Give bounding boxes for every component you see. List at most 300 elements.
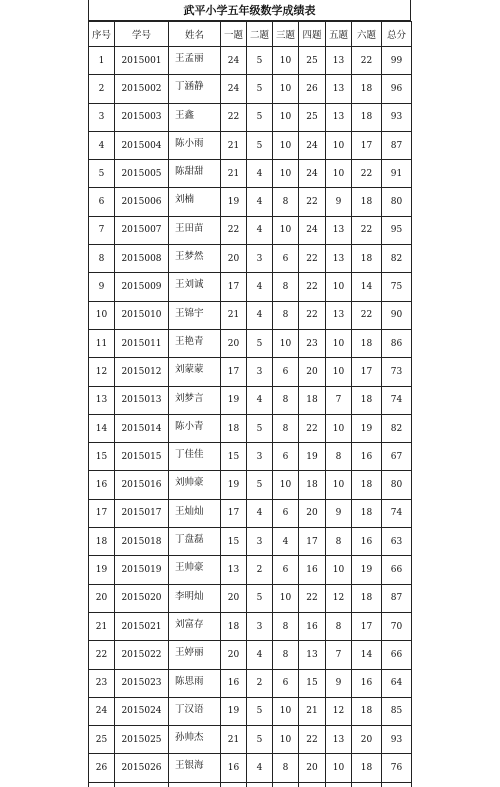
header-total: 总分 xyxy=(382,22,412,47)
cell-q2: 5 xyxy=(247,329,273,357)
cell-q1: 16 xyxy=(221,669,247,697)
cell-student-id: 2015002 xyxy=(115,75,169,103)
cell-q1: 22 xyxy=(221,216,247,244)
table-row xyxy=(89,584,412,612)
table-row xyxy=(89,245,412,273)
cell-index: 2 xyxy=(89,75,115,103)
cell-q4: 19 xyxy=(299,443,326,471)
cell-q3: 8 xyxy=(273,612,299,640)
cell-q6: 17 xyxy=(352,612,382,640)
cell-q5: 7 xyxy=(326,386,352,414)
cell-q6: 18 xyxy=(352,499,382,527)
cell-q2: 4 xyxy=(247,188,273,216)
cell-index: 6 xyxy=(89,188,115,216)
table-row xyxy=(89,358,412,386)
table-row xyxy=(89,273,412,301)
cell-student-id: 2015009 xyxy=(115,273,169,301)
cell-q6: 16 xyxy=(352,443,382,471)
cell-q6: 22 xyxy=(352,47,382,75)
cell-name: 丁汉语 xyxy=(169,697,221,725)
cell-q2: 5 xyxy=(247,131,273,159)
cell-q3: 8 xyxy=(273,754,299,782)
cell-q6: 18 xyxy=(352,329,382,357)
table-row xyxy=(89,443,412,471)
cell-q5: 10 xyxy=(326,754,352,782)
cell-q1: 16 xyxy=(221,754,247,782)
cell-name: 刘蒙蒙 xyxy=(169,358,221,386)
cell-index: 20 xyxy=(89,584,115,612)
header-q1: 一题 xyxy=(221,22,247,47)
cell-name: 王银海 xyxy=(169,754,221,782)
table-row xyxy=(89,216,412,244)
cell-q4: 23 xyxy=(299,329,326,357)
cell-q4: 20 xyxy=(299,358,326,386)
cell-q3: 10 xyxy=(273,329,299,357)
cell-name: 丁佳佳 xyxy=(169,443,221,471)
cell-q4: 26 xyxy=(299,75,326,103)
cell-q3: 10 xyxy=(273,75,299,103)
cell-q4: 24 xyxy=(299,131,326,159)
cell-q6: 17 xyxy=(352,131,382,159)
cell-q5: 13 xyxy=(326,75,352,103)
empty-cell xyxy=(221,782,247,787)
cell-index: 18 xyxy=(89,528,115,556)
empty-cell xyxy=(247,782,273,787)
cell-q5: 13 xyxy=(326,245,352,273)
cell-q2: 4 xyxy=(247,273,273,301)
cell-q1: 17 xyxy=(221,273,247,301)
cell-q2: 3 xyxy=(247,443,273,471)
cell-q6: 18 xyxy=(352,754,382,782)
cell-student-id: 2015014 xyxy=(115,414,169,442)
cell-q6: 19 xyxy=(352,556,382,584)
cell-q1: 20 xyxy=(221,245,247,273)
cell-total: 86 xyxy=(382,329,412,357)
cell-total: 80 xyxy=(382,188,412,216)
cell-total: 93 xyxy=(382,726,412,754)
cell-q4: 22 xyxy=(299,726,326,754)
cell-q1: 20 xyxy=(221,641,247,669)
cell-q3: 10 xyxy=(273,131,299,159)
empty-cell xyxy=(352,782,382,787)
cell-total: 76 xyxy=(382,754,412,782)
cell-q1: 18 xyxy=(221,414,247,442)
cell-q6: 14 xyxy=(352,273,382,301)
cell-q5: 8 xyxy=(326,443,352,471)
cell-index: 13 xyxy=(89,386,115,414)
cell-q6: 16 xyxy=(352,528,382,556)
cell-index: 1 xyxy=(89,47,115,75)
cell-q1: 17 xyxy=(221,358,247,386)
cell-q6: 18 xyxy=(352,188,382,216)
cell-index: 10 xyxy=(89,301,115,329)
cell-q3: 8 xyxy=(273,641,299,669)
cell-q6: 18 xyxy=(352,471,382,499)
cell-q3: 10 xyxy=(273,726,299,754)
cell-q5: 8 xyxy=(326,528,352,556)
cell-name: 王孟丽 xyxy=(169,47,221,75)
cell-index: 11 xyxy=(89,329,115,357)
cell-q1: 21 xyxy=(221,301,247,329)
cell-name: 王鑫 xyxy=(169,103,221,131)
cell-q3: 8 xyxy=(273,301,299,329)
cell-q4: 22 xyxy=(299,273,326,301)
cell-student-id: 2015006 xyxy=(115,188,169,216)
cell-name: 陈甜甜 xyxy=(169,160,221,188)
cell-student-id: 2015024 xyxy=(115,697,169,725)
cell-name: 刘富存 xyxy=(169,612,221,640)
cell-q2: 5 xyxy=(247,697,273,725)
cell-name: 王帅豪 xyxy=(169,556,221,584)
cell-total: 73 xyxy=(382,358,412,386)
cell-name: 王梦然 xyxy=(169,245,221,273)
cell-q5: 13 xyxy=(326,103,352,131)
cell-student-id: 2015008 xyxy=(115,245,169,273)
cell-student-id: 2015022 xyxy=(115,641,169,669)
cell-q3: 10 xyxy=(273,103,299,131)
cell-total: 74 xyxy=(382,499,412,527)
cell-index: 19 xyxy=(89,556,115,584)
cell-q3: 8 xyxy=(273,273,299,301)
cell-q4: 22 xyxy=(299,245,326,273)
cell-q1: 20 xyxy=(221,329,247,357)
table-row xyxy=(89,754,412,782)
cell-total: 95 xyxy=(382,216,412,244)
cell-q6: 18 xyxy=(352,75,382,103)
cell-q6: 18 xyxy=(352,386,382,414)
cell-q2: 3 xyxy=(247,528,273,556)
cell-total: 64 xyxy=(382,669,412,697)
cell-q6: 16 xyxy=(352,669,382,697)
cell-q5: 9 xyxy=(326,669,352,697)
cell-q5: 12 xyxy=(326,584,352,612)
table-row xyxy=(89,301,412,329)
cell-q2: 5 xyxy=(247,414,273,442)
cell-q4: 18 xyxy=(299,386,326,414)
empty-cell xyxy=(299,782,326,787)
cell-q1: 22 xyxy=(221,103,247,131)
cell-index: 12 xyxy=(89,358,115,386)
cell-q2: 5 xyxy=(247,726,273,754)
cell-total: 87 xyxy=(382,584,412,612)
cell-q4: 18 xyxy=(299,471,326,499)
cell-q1: 19 xyxy=(221,471,247,499)
cell-q3: 6 xyxy=(273,499,299,527)
cell-name: 刘梦言 xyxy=(169,386,221,414)
table-row xyxy=(89,188,412,216)
table-row xyxy=(89,47,412,75)
cell-q3: 10 xyxy=(273,471,299,499)
cell-total: 66 xyxy=(382,556,412,584)
cell-q5: 13 xyxy=(326,301,352,329)
cell-total: 70 xyxy=(382,612,412,640)
cell-q2: 5 xyxy=(247,47,273,75)
cell-q6: 18 xyxy=(352,697,382,725)
cell-q1: 19 xyxy=(221,697,247,725)
cell-q2: 4 xyxy=(247,301,273,329)
cell-name: 陈小青 xyxy=(169,414,221,442)
cell-q3: 10 xyxy=(273,160,299,188)
cell-q4: 16 xyxy=(299,556,326,584)
cell-q2: 4 xyxy=(247,160,273,188)
cell-total: 90 xyxy=(382,301,412,329)
cell-index: 24 xyxy=(89,697,115,725)
cell-q2: 5 xyxy=(247,471,273,499)
header-q3: 三题 xyxy=(273,22,299,47)
cell-q1: 19 xyxy=(221,386,247,414)
score-sheet xyxy=(88,0,411,787)
cell-q3: 6 xyxy=(273,245,299,273)
cell-q1: 24 xyxy=(221,75,247,103)
cell-q6: 22 xyxy=(352,216,382,244)
cell-q2: 3 xyxy=(247,612,273,640)
cell-name: 陈思雨 xyxy=(169,669,221,697)
cell-index: 3 xyxy=(89,103,115,131)
cell-q2: 4 xyxy=(247,386,273,414)
cell-student-id: 2015003 xyxy=(115,103,169,131)
cell-student-id: 2015018 xyxy=(115,528,169,556)
cell-total: 96 xyxy=(382,75,412,103)
score-table xyxy=(88,21,412,787)
cell-q3: 8 xyxy=(273,414,299,442)
cell-q1: 18 xyxy=(221,612,247,640)
cell-q4: 25 xyxy=(299,47,326,75)
cell-total: 87 xyxy=(382,131,412,159)
cell-q3: 6 xyxy=(273,556,299,584)
cell-q3: 8 xyxy=(273,386,299,414)
header-student-id: 学号 xyxy=(115,22,169,47)
cell-q1: 24 xyxy=(221,47,247,75)
cell-student-id: 2015001 xyxy=(115,47,169,75)
cell-name: 陈小雨 xyxy=(169,131,221,159)
table-row xyxy=(89,726,412,754)
cell-q4: 21 xyxy=(299,697,326,725)
empty-cell xyxy=(89,782,115,787)
empty-cell xyxy=(169,782,221,787)
cell-name: 丁盘磊 xyxy=(169,528,221,556)
cell-q5: 13 xyxy=(326,47,352,75)
cell-student-id: 2015012 xyxy=(115,358,169,386)
cell-student-id: 2015020 xyxy=(115,584,169,612)
cell-q5: 9 xyxy=(326,499,352,527)
cell-index: 7 xyxy=(89,216,115,244)
cell-total: 82 xyxy=(382,245,412,273)
cell-q2: 2 xyxy=(247,669,273,697)
cell-q3: 4 xyxy=(273,528,299,556)
cell-student-id: 2015019 xyxy=(115,556,169,584)
cell-student-id: 2015025 xyxy=(115,726,169,754)
cell-index: 9 xyxy=(89,273,115,301)
cell-q5: 13 xyxy=(326,216,352,244)
cell-q5: 10 xyxy=(326,160,352,188)
table-row xyxy=(89,160,412,188)
table-row xyxy=(89,669,412,697)
header-row xyxy=(89,22,412,47)
cell-index: 23 xyxy=(89,669,115,697)
cell-q4: 17 xyxy=(299,528,326,556)
cell-q6: 14 xyxy=(352,641,382,669)
cell-q5: 10 xyxy=(326,556,352,584)
cell-name: 王锦宇 xyxy=(169,301,221,329)
cell-q4: 16 xyxy=(299,612,326,640)
cell-index: 14 xyxy=(89,414,115,442)
cell-q5: 10 xyxy=(326,273,352,301)
cell-index: 5 xyxy=(89,160,115,188)
cell-index: 15 xyxy=(89,443,115,471)
table-row xyxy=(89,75,412,103)
cell-q1: 21 xyxy=(221,726,247,754)
cell-q2: 2 xyxy=(247,556,273,584)
cell-student-id: 2015010 xyxy=(115,301,169,329)
cell-q2: 5 xyxy=(247,584,273,612)
cell-q1: 17 xyxy=(221,499,247,527)
cell-name: 王婷丽 xyxy=(169,641,221,669)
cell-index: 26 xyxy=(89,754,115,782)
cell-total: 99 xyxy=(382,47,412,75)
cell-student-id: 2015026 xyxy=(115,754,169,782)
cell-q1: 21 xyxy=(221,160,247,188)
cell-index: 21 xyxy=(89,612,115,640)
table-row xyxy=(89,528,412,556)
cell-q5: 13 xyxy=(326,726,352,754)
cell-index: 4 xyxy=(89,131,115,159)
cell-total: 74 xyxy=(382,386,412,414)
cell-q3: 10 xyxy=(273,584,299,612)
table-row xyxy=(89,612,412,640)
cell-q5: 12 xyxy=(326,697,352,725)
table-row xyxy=(89,641,412,669)
header-q6: 六题 xyxy=(352,22,382,47)
cell-q2: 3 xyxy=(247,245,273,273)
cell-q6: 18 xyxy=(352,584,382,612)
cell-total: 85 xyxy=(382,697,412,725)
header-index: 序号 xyxy=(89,22,115,47)
cell-name: 王艳青 xyxy=(169,329,221,357)
cell-q4: 24 xyxy=(299,160,326,188)
cell-student-id: 2015011 xyxy=(115,329,169,357)
table-row xyxy=(89,131,412,159)
table-row xyxy=(89,329,412,357)
cell-name: 李明灿 xyxy=(169,584,221,612)
cell-q1: 13 xyxy=(221,556,247,584)
cell-q4: 20 xyxy=(299,499,326,527)
cell-q6: 22 xyxy=(352,301,382,329)
cell-q3: 6 xyxy=(273,669,299,697)
table-row xyxy=(89,386,412,414)
cell-name: 刘楠 xyxy=(169,188,221,216)
cell-q4: 22 xyxy=(299,188,326,216)
cell-q3: 10 xyxy=(273,216,299,244)
table-body xyxy=(89,47,412,787)
cell-q3: 6 xyxy=(273,443,299,471)
table-row xyxy=(89,103,412,131)
header-q5: 五题 xyxy=(326,22,352,47)
cell-q5: 7 xyxy=(326,641,352,669)
cell-q5: 10 xyxy=(326,358,352,386)
header-q2: 二题 xyxy=(247,22,273,47)
empty-cell xyxy=(382,782,412,787)
cell-q3: 10 xyxy=(273,47,299,75)
cell-q6: 17 xyxy=(352,358,382,386)
cell-q2: 4 xyxy=(247,216,273,244)
cell-q4: 20 xyxy=(299,754,326,782)
cell-q4: 22 xyxy=(299,414,326,442)
cell-student-id: 2015005 xyxy=(115,160,169,188)
cell-q6: 18 xyxy=(352,245,382,273)
cell-q5: 10 xyxy=(326,131,352,159)
cell-q3: 10 xyxy=(273,697,299,725)
cell-name: 王刘诚 xyxy=(169,273,221,301)
cell-q4: 22 xyxy=(299,584,326,612)
cell-q4: 15 xyxy=(299,669,326,697)
cell-index: 16 xyxy=(89,471,115,499)
cell-q1: 20 xyxy=(221,584,247,612)
cell-q5: 10 xyxy=(326,414,352,442)
cell-q2: 5 xyxy=(247,75,273,103)
cell-q1: 21 xyxy=(221,131,247,159)
empty-cell xyxy=(326,782,352,787)
cell-q4: 24 xyxy=(299,216,326,244)
empty-cell xyxy=(273,782,299,787)
empty-cell xyxy=(115,782,169,787)
cell-q6: 20 xyxy=(352,726,382,754)
cell-q4: 25 xyxy=(299,103,326,131)
cell-student-id: 2015015 xyxy=(115,443,169,471)
cell-index: 17 xyxy=(89,499,115,527)
cell-index: 22 xyxy=(89,641,115,669)
cell-student-id: 2015016 xyxy=(115,471,169,499)
cell-student-id: 2015004 xyxy=(115,131,169,159)
cell-q2: 5 xyxy=(247,103,273,131)
cell-q2: 4 xyxy=(247,499,273,527)
cell-student-id: 2015013 xyxy=(115,386,169,414)
cell-total: 63 xyxy=(382,528,412,556)
cell-q3: 8 xyxy=(273,188,299,216)
cell-name: 王田苗 xyxy=(169,216,221,244)
cell-q2: 4 xyxy=(247,641,273,669)
cell-q6: 18 xyxy=(352,103,382,131)
header-name: 姓名 xyxy=(169,22,221,47)
cell-student-id: 2015017 xyxy=(115,499,169,527)
cell-q2: 3 xyxy=(247,358,273,386)
table-row xyxy=(89,556,412,584)
cell-name: 丁涵静 xyxy=(169,75,221,103)
cell-total: 82 xyxy=(382,414,412,442)
cell-q3: 6 xyxy=(273,358,299,386)
cell-q6: 22 xyxy=(352,160,382,188)
table-row xyxy=(89,697,412,725)
cell-q4: 13 xyxy=(299,641,326,669)
cell-q2: 4 xyxy=(247,754,273,782)
cell-total: 91 xyxy=(382,160,412,188)
table-title: 武平小学五年级数学成绩表 xyxy=(88,0,411,21)
cell-total: 93 xyxy=(382,103,412,131)
cell-student-id: 2015023 xyxy=(115,669,169,697)
cell-student-id: 2015007 xyxy=(115,216,169,244)
cell-total: 75 xyxy=(382,273,412,301)
cell-q5: 8 xyxy=(326,612,352,640)
header-q4: 四题 xyxy=(299,22,326,47)
cell-q4: 22 xyxy=(299,301,326,329)
cell-q1: 15 xyxy=(221,443,247,471)
cell-q5: 10 xyxy=(326,329,352,357)
cell-q5: 9 xyxy=(326,188,352,216)
cell-index: 25 xyxy=(89,726,115,754)
cell-name: 王灿灿 xyxy=(169,499,221,527)
cell-q5: 10 xyxy=(326,471,352,499)
cell-q1: 19 xyxy=(221,188,247,216)
cell-name: 刘帅豪 xyxy=(169,471,221,499)
